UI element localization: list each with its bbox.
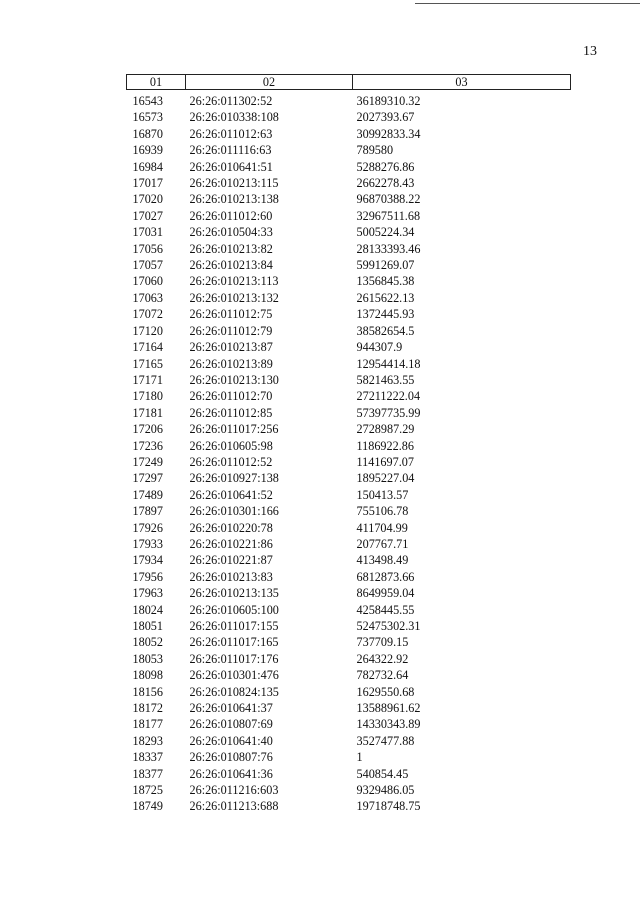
cadastral-number-cell: 26:26:011012:63 bbox=[189, 126, 273, 141]
value-cell: 52475302.31 bbox=[356, 619, 421, 633]
cadastral-number-cell: 26:26:011017:165 bbox=[189, 635, 279, 650]
value-cell: 737709.15 bbox=[356, 635, 409, 650]
cadastral-number-cell: 26:26:011012:52 bbox=[189, 454, 273, 469]
row-id-cell: 18051 bbox=[132, 619, 163, 633]
table-row bbox=[127, 175, 571, 191]
value-cell: 27211222.04 bbox=[356, 389, 421, 404]
value-cell: 6812873.66 bbox=[356, 569, 415, 584]
value-cell: 13588961.62 bbox=[356, 701, 421, 716]
row-id-cell: 18337 bbox=[132, 750, 163, 765]
row-id-cell: 18098 bbox=[132, 668, 163, 683]
value-cell: 5288276.86 bbox=[356, 159, 415, 174]
page-number: 13 bbox=[583, 44, 597, 59]
cadastral-number-cell: 26:26:011302:52 bbox=[189, 94, 273, 108]
row-id-cell: 17180 bbox=[132, 389, 163, 404]
value-cell: 96870388.22 bbox=[356, 192, 421, 207]
table-row bbox=[127, 618, 571, 634]
cadastral-number-cell: 26:26:010338:108 bbox=[189, 110, 279, 125]
row-id-cell: 17933 bbox=[132, 536, 163, 551]
cadastral-number-cell: 26:26:011216:603 bbox=[189, 783, 279, 798]
value-cell: 36189310.32 bbox=[356, 94, 421, 108]
value-cell: 5005224.34 bbox=[356, 225, 415, 240]
table-row bbox=[127, 552, 571, 568]
table-row bbox=[127, 766, 571, 782]
cadastral-number-cell: 26:26:010641:40 bbox=[189, 733, 273, 748]
cadastral-number-cell: 26:26:010504:33 bbox=[189, 225, 273, 240]
cadastral-number-cell: 26:26:010213:84 bbox=[189, 258, 273, 273]
cadastral-number-cell: 26:26:010605:98 bbox=[189, 438, 273, 453]
row-id-cell: 17171 bbox=[132, 372, 163, 387]
column-header-01: 01 bbox=[127, 75, 186, 90]
top-rule bbox=[415, 3, 640, 4]
row-id-cell: 18725 bbox=[132, 783, 163, 798]
table-row bbox=[127, 126, 571, 142]
cadastral-number-cell: 26:26:010824:135 bbox=[189, 684, 279, 699]
table-row bbox=[127, 503, 571, 519]
row-id-cell: 17181 bbox=[132, 405, 163, 420]
row-id-cell: 17060 bbox=[132, 274, 163, 289]
column-header-02: 02 bbox=[186, 75, 353, 90]
table-row bbox=[127, 585, 571, 601]
table-row bbox=[127, 470, 571, 486]
table-row bbox=[127, 798, 571, 814]
row-id-cell: 17249 bbox=[132, 454, 163, 469]
cadastral-number-cell: 26:26:010213:115 bbox=[189, 176, 279, 191]
value-cell: 1356845.38 bbox=[356, 274, 415, 289]
row-id-cell: 17963 bbox=[132, 586, 163, 601]
row-id-cell: 17063 bbox=[132, 290, 163, 305]
cadastral-number-cell: 26:26:010641:51 bbox=[189, 159, 273, 174]
table-row bbox=[127, 290, 571, 306]
table-row bbox=[127, 372, 571, 388]
row-id-cell: 17489 bbox=[132, 487, 163, 502]
table-row bbox=[127, 749, 571, 765]
value-cell: 755106.78 bbox=[356, 504, 409, 519]
value-cell: 57397735.99 bbox=[356, 405, 421, 420]
table-row bbox=[127, 700, 571, 716]
table-row bbox=[127, 224, 571, 240]
row-id-cell: 18024 bbox=[132, 602, 163, 617]
row-id-cell: 18053 bbox=[132, 651, 163, 666]
cadastral-number-cell: 26:26:011012:75 bbox=[189, 307, 273, 322]
cadastral-number-cell: 26:26:011017:256 bbox=[189, 422, 279, 437]
row-id-cell: 17926 bbox=[132, 520, 163, 535]
cadastral-number-cell: 26:26:010641:36 bbox=[189, 766, 273, 781]
table-row bbox=[127, 684, 571, 700]
table-row bbox=[127, 421, 571, 437]
value-cell: 8649959.04 bbox=[356, 586, 415, 601]
cadastral-number-cell: 26:26:011012:85 bbox=[189, 405, 273, 420]
value-cell: 19718748.75 bbox=[356, 799, 421, 814]
value-cell: 540854.45 bbox=[356, 766, 409, 781]
table-row bbox=[127, 536, 571, 552]
table-row bbox=[127, 634, 571, 650]
value-cell: 413498.49 bbox=[356, 553, 409, 568]
value-cell: 5991269.07 bbox=[356, 258, 415, 273]
table-row bbox=[127, 159, 571, 175]
value-cell: 28133393.46 bbox=[356, 241, 421, 256]
value-cell: 1141697.07 bbox=[356, 454, 414, 469]
value-cell: 207767.71 bbox=[356, 536, 409, 551]
value-cell: 789580 bbox=[356, 143, 394, 158]
cadastral-number-cell: 26:26:010641:37 bbox=[189, 701, 273, 716]
table-row bbox=[127, 520, 571, 536]
table-row bbox=[127, 356, 571, 372]
table-row bbox=[127, 487, 571, 503]
table-row bbox=[127, 716, 571, 732]
column-header-03: 03 bbox=[353, 75, 571, 90]
cadastral-number-cell: 26:26:010927:138 bbox=[189, 471, 279, 486]
table-row bbox=[127, 323, 571, 339]
cadastral-number-cell: 26:26:011017:176 bbox=[189, 651, 279, 666]
value-cell: 4258445.55 bbox=[356, 602, 415, 617]
cadastral-number-cell: 26:26:010213:82 bbox=[189, 241, 273, 256]
table-row bbox=[127, 306, 571, 322]
cadastral-number-cell: 26:26:010605:100 bbox=[189, 602, 279, 617]
table-row bbox=[127, 257, 571, 273]
cadastral-number-cell: 26:26:010213:83 bbox=[189, 569, 273, 584]
cadastral-number-cell: 26:26:010213:113 bbox=[189, 274, 279, 289]
value-cell: 38582654.5 bbox=[356, 323, 415, 338]
value-cell: 12954414.18 bbox=[356, 356, 421, 371]
register-table bbox=[126, 74, 571, 815]
value-cell: 5821463.55 bbox=[356, 372, 415, 387]
table-row bbox=[127, 339, 571, 355]
row-id-cell: 18293 bbox=[132, 733, 163, 748]
row-id-cell: 16870 bbox=[132, 126, 163, 141]
cadastral-number-cell: 26:26:011012:79 bbox=[189, 323, 273, 338]
table-row bbox=[127, 90, 571, 110]
value-cell: 2027393.67 bbox=[356, 110, 415, 125]
row-id-cell: 17027 bbox=[132, 208, 163, 223]
cadastral-number-cell: 26:26:010221:86 bbox=[189, 536, 273, 551]
row-id-cell: 18172 bbox=[132, 701, 163, 716]
value-cell: 32967511.68 bbox=[356, 208, 421, 223]
row-id-cell: 18749 bbox=[132, 799, 163, 814]
row-id-cell: 17897 bbox=[132, 504, 163, 519]
value-cell: 2728987.29 bbox=[356, 422, 415, 437]
value-cell: 944307.9 bbox=[356, 340, 403, 355]
value-cell: 30992833.34 bbox=[356, 126, 421, 141]
value-cell: 264322.92 bbox=[356, 651, 409, 666]
value-cell: 1186922.86 bbox=[356, 438, 414, 453]
cadastral-number-cell: 26:26:010213:87 bbox=[189, 340, 273, 355]
cadastral-number-cell: 26:26:011213:688 bbox=[189, 799, 279, 814]
row-id-cell: 17165 bbox=[132, 356, 163, 371]
row-id-cell: 17017 bbox=[132, 176, 163, 191]
table-row bbox=[127, 454, 571, 470]
table-row bbox=[127, 208, 571, 224]
row-id-cell: 17206 bbox=[132, 422, 163, 437]
cadastral-number-cell: 26:26:011017:155 bbox=[189, 619, 279, 633]
row-id-cell: 17934 bbox=[132, 553, 163, 568]
row-id-cell: 18052 bbox=[132, 635, 163, 650]
cadastral-number-cell: 26:26:010213:138 bbox=[189, 192, 279, 207]
value-cell: 1895227.04 bbox=[356, 471, 415, 486]
value-cell: 782732.64 bbox=[356, 668, 409, 683]
row-id-cell: 17120 bbox=[132, 323, 163, 338]
row-id-cell: 17956 bbox=[132, 569, 163, 584]
table-row bbox=[127, 405, 571, 421]
table-body bbox=[127, 90, 571, 815]
row-id-cell: 16984 bbox=[132, 159, 163, 174]
table-row bbox=[127, 273, 571, 289]
cadastral-number-cell: 26:26:010220:78 bbox=[189, 520, 273, 535]
value-cell: 1372445.93 bbox=[356, 307, 415, 322]
table-row bbox=[127, 142, 571, 158]
cadastral-number-cell: 26:26:010301:166 bbox=[189, 504, 279, 519]
row-id-cell: 16939 bbox=[132, 143, 163, 158]
row-id-cell: 17297 bbox=[132, 471, 163, 486]
cadastral-number-cell: 26:26:010301:476 bbox=[189, 668, 279, 683]
value-cell: 3527477.88 bbox=[356, 733, 415, 748]
row-id-cell: 17164 bbox=[132, 340, 163, 355]
value-cell: 411704.99 bbox=[356, 520, 408, 535]
table-row bbox=[127, 782, 571, 798]
value-cell: 150413.57 bbox=[356, 487, 409, 502]
row-id-cell: 17031 bbox=[132, 225, 163, 240]
row-id-cell: 17072 bbox=[132, 307, 163, 322]
table-row bbox=[127, 667, 571, 683]
row-id-cell: 17056 bbox=[132, 241, 163, 256]
cadastral-number-cell: 26:26:010221:87 bbox=[189, 553, 273, 568]
row-id-cell: 17020 bbox=[132, 192, 163, 207]
value-cell: 2615622.13 bbox=[356, 290, 415, 305]
cadastral-number-cell: 26:26:010641:52 bbox=[189, 487, 273, 502]
value-cell: 9329486.05 bbox=[356, 783, 415, 798]
cadastral-number-cell: 26:26:010807:76 bbox=[189, 750, 273, 765]
cadastral-number-cell: 26:26:010213:130 bbox=[189, 372, 279, 387]
table-row bbox=[127, 733, 571, 749]
row-id-cell: 18177 bbox=[132, 717, 163, 732]
cadastral-number-cell: 26:26:011012:70 bbox=[189, 389, 273, 404]
cadastral-number-cell: 26:26:011012:60 bbox=[189, 208, 273, 223]
table-row bbox=[127, 191, 571, 207]
value-cell: 1 bbox=[356, 750, 363, 765]
row-id-cell: 18377 bbox=[132, 766, 163, 781]
table-row bbox=[127, 109, 571, 125]
header-row bbox=[127, 75, 571, 90]
row-id-cell: 18156 bbox=[132, 684, 163, 699]
table-row bbox=[127, 569, 571, 585]
row-id-cell: 16543 bbox=[132, 94, 163, 108]
value-cell: 2662278.43 bbox=[356, 176, 415, 191]
table-row bbox=[127, 388, 571, 404]
cadastral-number-cell: 26:26:010807:69 bbox=[189, 717, 273, 732]
cadastral-number-cell: 26:26:010213:135 bbox=[189, 586, 279, 601]
value-cell: 14330343.89 bbox=[356, 717, 421, 732]
value-cell: 1629550.68 bbox=[356, 684, 415, 699]
table-row bbox=[127, 438, 571, 454]
row-id-cell: 17057 bbox=[132, 258, 163, 273]
table-row bbox=[127, 602, 571, 618]
cadastral-number-cell: 26:26:010213:89 bbox=[189, 356, 273, 371]
cadastral-number-cell: 26:26:010213:132 bbox=[189, 290, 279, 305]
table-row bbox=[127, 651, 571, 667]
row-id-cell: 17236 bbox=[132, 438, 163, 453]
cadastral-number-cell: 26:26:011116:63 bbox=[189, 143, 272, 158]
row-id-cell: 16573 bbox=[132, 110, 163, 125]
table-row bbox=[127, 241, 571, 257]
